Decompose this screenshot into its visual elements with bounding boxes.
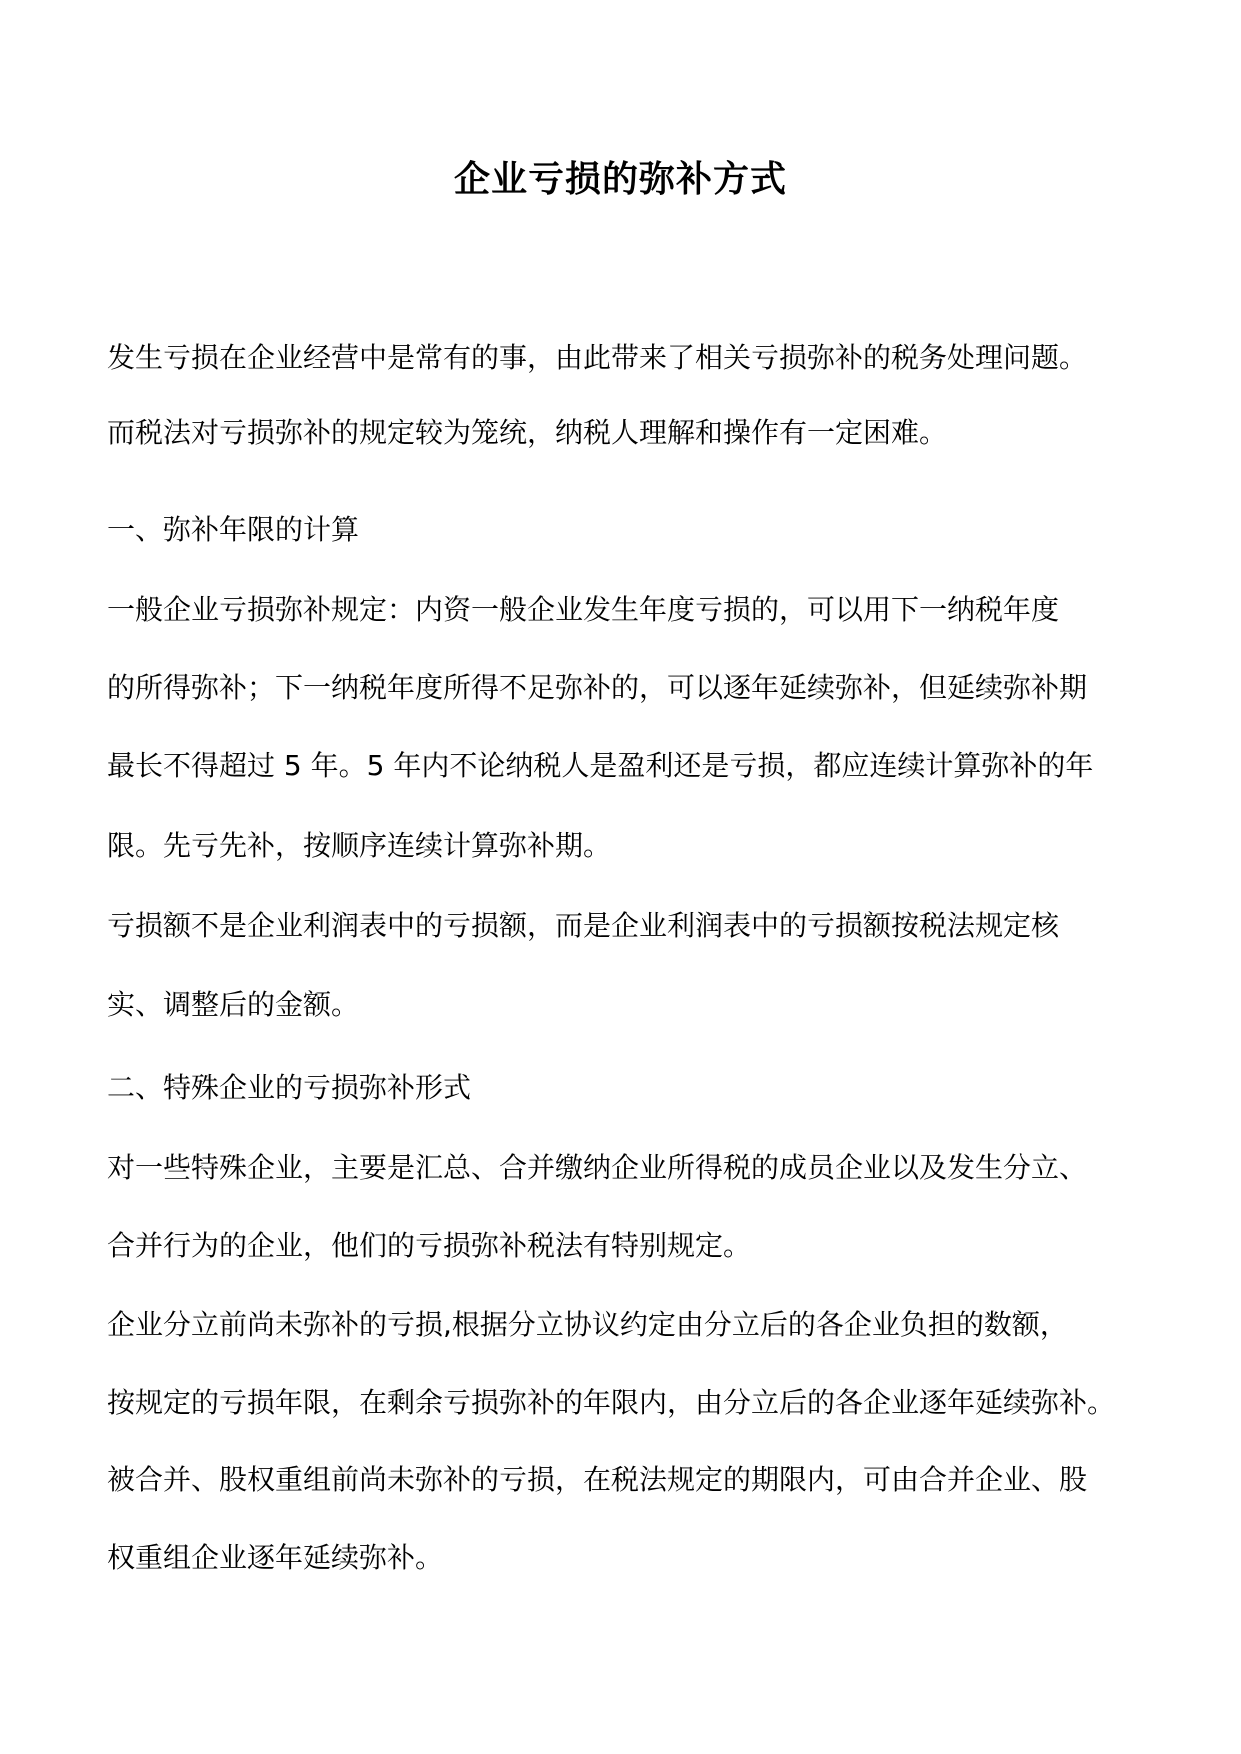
- paragraph-line: 合并行为的企业，他们的亏损弥补税法有特别规定。: [107, 1229, 752, 1262]
- paragraph-line: 而税法对亏损弥补的规定较为笼统，纳税人理解和操作有一定困难。: [107, 416, 948, 449]
- paragraph-line: 的所得弥补；下一纳税年度所得不足弥补的，可以逐年延续弥补，但延续弥补期: [107, 671, 1088, 704]
- section-heading: 一、弥补年限的计算: [107, 513, 360, 546]
- paragraph-line: 被合并、股权重组前尚未弥补的亏损，在税法规定的期限内，可由合并企业、股: [107, 1463, 1088, 1496]
- paragraph-line: 发生亏损在企业经营中是常有的事，由此带来了相关亏损弥补的税务处理问题。: [107, 341, 1088, 374]
- document-title: 企业亏损的弥补方式: [453, 158, 787, 200]
- paragraph-line: 按规定的亏损年限，在剩余亏损弥补的年限内，由分立后的各企业逐年延续弥补。: [107, 1386, 1116, 1419]
- paragraph-line: 对一些特殊企业，主要是汇总、合并缴纳企业所得税的成员企业以及发生分立、: [107, 1151, 1088, 1184]
- paragraph-line: 最长不得超过 5 年。5 年内不论纳税人是盈利还是亏损，都应连续计算弥补的年: [107, 749, 1094, 782]
- paragraph-line: 权重组企业逐年延续弥补。: [107, 1541, 444, 1574]
- paragraph-line: 亏损额不是企业利润表中的亏损额，而是企业利润表中的亏损额按税法规定核: [107, 909, 1060, 942]
- paragraph-line: 一般企业亏损弥补规定：内资一般企业发生年度亏损的，可以用下一纳税年度: [107, 593, 1060, 626]
- paragraph-line: 限。先亏先补，按顺序连续计算弥补期。: [107, 829, 612, 862]
- paragraph-line: 企业分立前尚未弥补的亏损,根据分立协议约定由分立后的各企业负担的数额，: [107, 1308, 1068, 1341]
- section-heading: 二、特殊企业的亏损弥补形式: [107, 1071, 472, 1104]
- paragraph-line: 实、调整后的金额。: [107, 988, 360, 1021]
